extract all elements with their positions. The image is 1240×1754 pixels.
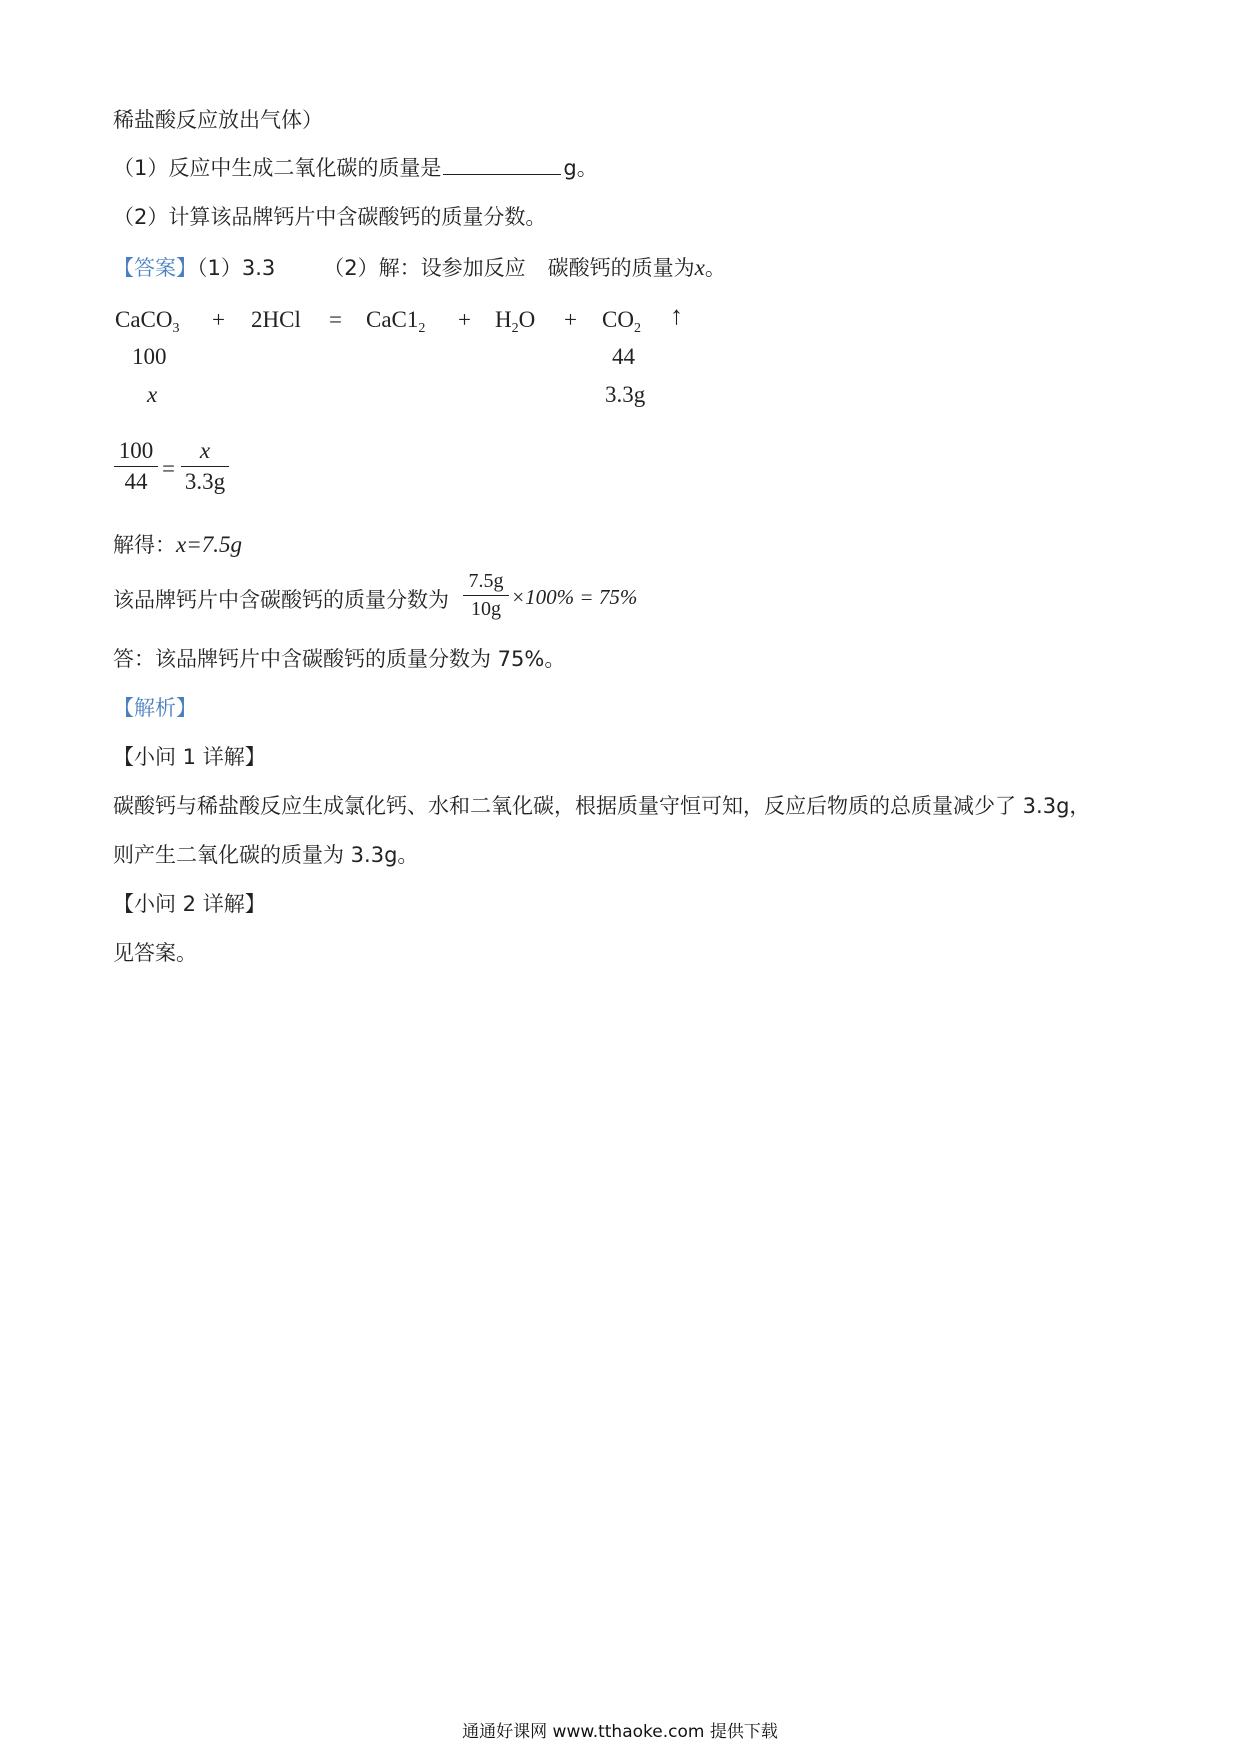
page-footer: 通通好课网 www.tthaoke.com 提供下载 xyxy=(462,1722,778,1742)
analysis-tag: 【解析】 xyxy=(113,696,197,720)
eq-given-co2: 3.3g xyxy=(605,382,646,407)
eq-plus-2: + xyxy=(458,307,471,332)
sub-question-2-text: 见答案。 xyxy=(113,941,197,965)
solve-prefix: 解得： xyxy=(113,533,176,557)
answer-part2-middle: 碳酸钙的质量为 xyxy=(547,256,695,280)
eq-mass-caco3: 100 xyxy=(132,344,167,369)
solve-line xyxy=(113,531,242,559)
intro-tail: 稀盐酸反应放出气体） xyxy=(113,108,323,132)
mass-fraction: 7.5g 10g xyxy=(463,570,509,621)
proportion-left-fraction: 100 44 xyxy=(114,438,158,495)
answer-period: 。 xyxy=(704,256,726,280)
sub-question-1-text-2: 则产生二氧化碳的质量为 3.3g。 xyxy=(113,843,419,867)
question-1-unit: g。 xyxy=(563,156,598,180)
question-2: （2）计算该品牌钙片中含碳酸钙的质量分数。 xyxy=(113,205,547,229)
conclusion: 答：该品牌钙片中含碳酸钙的质量分数为 75%。 xyxy=(113,647,566,671)
eq-cacl2: $CaC1_2$ xyxy=(366,307,426,336)
answer-blank xyxy=(443,156,561,175)
eq-hcl: 2HCl xyxy=(251,307,301,332)
mass-fraction-prefix: 该品牌钙片中含碳酸钙的质量分数为 xyxy=(113,588,449,612)
eq-var-caco3: x xyxy=(147,382,158,407)
answer-line xyxy=(113,254,726,282)
eq-caco3: CaCO$_3$ xyxy=(115,307,180,336)
eq-plus-1: + xyxy=(212,307,225,332)
answer-var: x xyxy=(694,255,705,280)
eq-h2o: $H_2O$ xyxy=(495,307,536,336)
question-1 xyxy=(113,156,598,181)
question-1-text: （1）反应中生成二氧化碳的质量是 xyxy=(113,156,442,180)
solve-expression: x=7.5g xyxy=(176,532,242,557)
eq-co2: $CO_2$ xyxy=(602,307,641,336)
proportion-equals: = xyxy=(162,456,175,481)
proportion-right-fraction: x 3.3g xyxy=(181,438,229,495)
answer-part2-prefix: （2）解：设参加反应 xyxy=(323,256,526,280)
sub-question-2-title: 【小问 2 详解】 xyxy=(113,892,266,916)
sub-question-1-title: 【小问 1 详解】 xyxy=(113,745,266,769)
answer-tag: 【答案】 xyxy=(113,256,197,280)
eq-mass-co2: 44 xyxy=(612,344,635,369)
answer-part1: （1）3.3 xyxy=(197,256,276,280)
sub-question-1-text-1: 碳酸钙与稀盐酸反应生成氯化钙、水和二氧化碳，根据质量守恒可知，反应后物质的总质量减少了 3.3g， xyxy=(113,794,1091,818)
gas-arrow-icon: ↑ xyxy=(670,301,683,330)
mass-fraction-result: ×100% = 75% xyxy=(511,585,638,609)
eq-equals: = xyxy=(329,307,342,332)
eq-plus-3: + xyxy=(564,307,577,332)
